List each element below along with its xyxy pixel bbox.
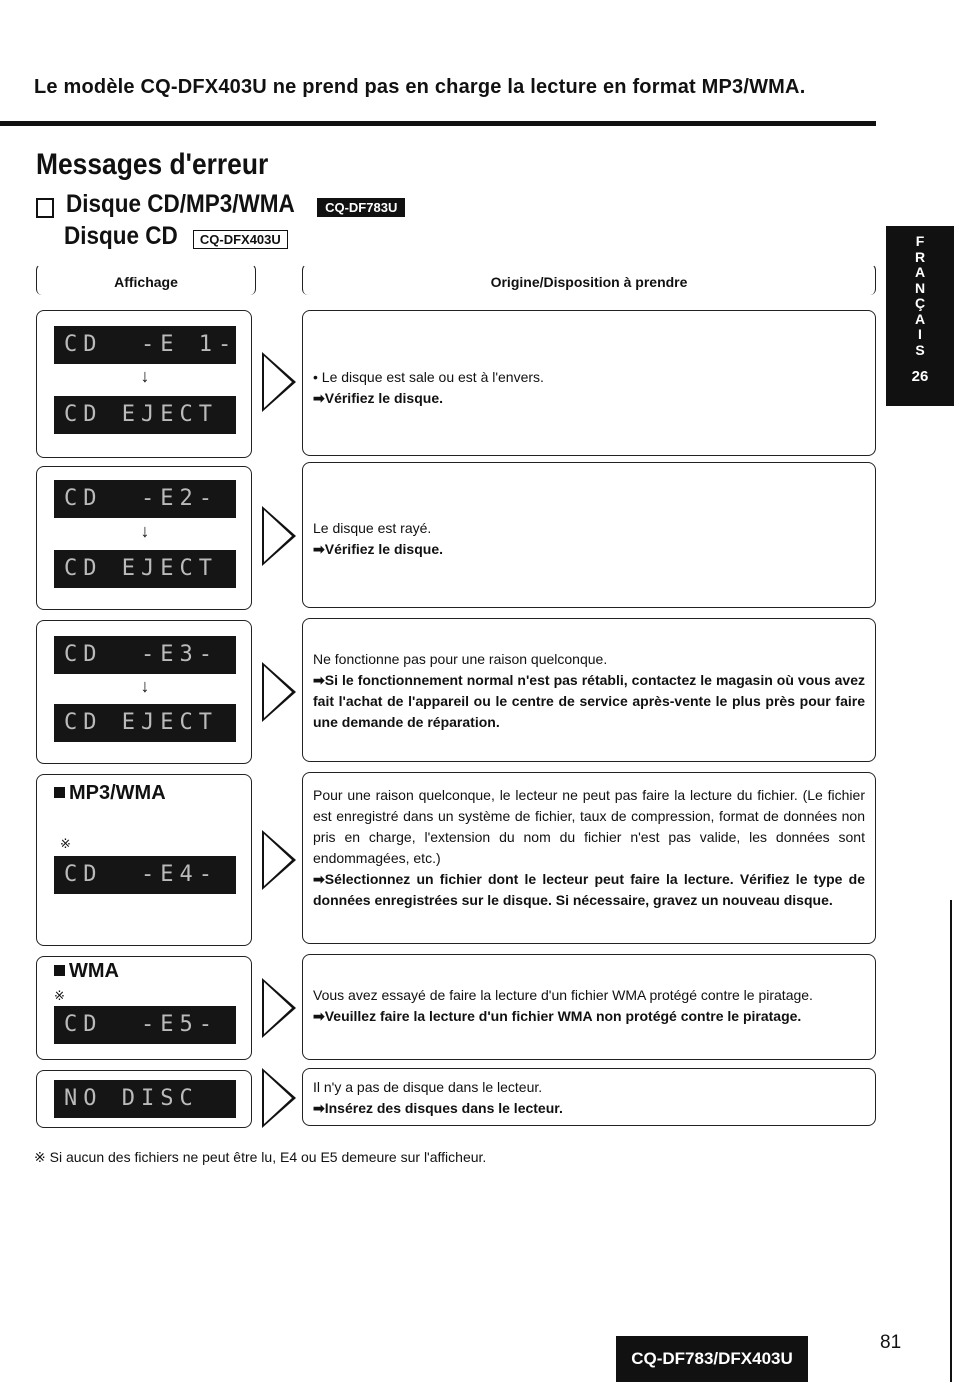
lcd-eject-2: CD EJECT: [54, 550, 236, 588]
pointer-triangle-icon: [262, 506, 296, 566]
lcd-e2: CD -E2-: [54, 480, 236, 518]
message-panel-e3: Ne fonctionne pas pour une raison quelconque. ➡Si le fonctionnement normal n'est pas rétabli, contactez le magasin où vous avez fait l'achat de l'appareil ou le centre de service après-vente le plus près pour faire une demande de réparation.: [302, 618, 876, 762]
column-header-origin: Origine/Disposition à prendre: [302, 264, 876, 295]
note-mark: ※: [60, 836, 71, 851]
message-panel-e4: Pour une raison quelconque, le lecteur ne peut pas faire la lecture du fichier. (Le fichier est enregistré dans un système de fichier, taux de compression, format de données non pris en charge, l'extension du nom du fichier n'est pas valide, les données sont endommagées, etc.) ➡Sélectionnez un fichier dont le lecteur peut faire la lecture. Vérifiez le type de données enregistrées sur le disque. Si nécessaire, gravez un nouveau disque.: [302, 772, 876, 944]
format-notice: Le modèle CQ-DFX403U ne prend pas en charge la lecture en format MP3/WMA.: [34, 76, 806, 98]
checkbox-icon: [36, 198, 54, 218]
subtitle-cd-mp3-wma: Disque CD/MP3/WMA CQ-DF783U: [36, 190, 405, 219]
square-bullet-icon: [54, 965, 65, 976]
model-badge-dfx403u: CQ-DFX403U: [193, 230, 288, 249]
model-badge-df783u: CQ-DF783U: [317, 198, 405, 217]
footer-model-badge: CQ-DF783/DFX403U: [616, 1336, 808, 1382]
pointer-triangle-icon: [262, 662, 296, 722]
lcd-eject-3: CD EJECT: [54, 704, 236, 742]
note-mark: ※: [54, 988, 65, 1003]
lcd-e1: CD -E 1-: [54, 326, 236, 364]
lcd-no-disc: NO DISC: [54, 1080, 236, 1118]
square-bullet-icon: [54, 787, 65, 798]
page-number: 81: [880, 1332, 902, 1353]
message-panel-e5: Vous avez essayé de faire la lecture d'un fichier WMA protégé contre le piratage. ➡Veuillez faire la lecture d'un fichier WMA non protégé contre le piratage.: [302, 954, 876, 1060]
message-panel-no-disc: Il n'y a pas de disque dans le lecteur. ➡Insérez des disques dans le lecteur.: [302, 1068, 876, 1126]
arrow-down-icon: ↓: [140, 521, 150, 541]
label-wma: WMA: [54, 960, 119, 983]
arrow-down-icon: ↓: [140, 676, 150, 696]
pointer-triangle-icon: [262, 352, 296, 412]
footnote: ※ Si aucun des fichiers ne peut être lu, E4 ou E5 demeure sur l'afficheur.: [34, 1149, 487, 1165]
side-tab-number: 26: [911, 368, 929, 385]
pointer-triangle-icon: [262, 1068, 296, 1128]
edge-line: [950, 900, 952, 1382]
page-title: Messages d'erreur: [36, 148, 269, 181]
language-side-tab: F R A N Ç A I S 26: [886, 226, 954, 406]
lcd-e4: CD -E4-: [54, 856, 236, 894]
arrow-down-icon: ↓: [140, 366, 150, 386]
subtitle-cd: Disque CD CQ-DFX403U: [64, 222, 288, 251]
header-rule: [0, 121, 876, 126]
lcd-e3: CD -E3-: [54, 636, 236, 674]
lcd-e5: CD -E5-: [54, 1006, 236, 1044]
pointer-triangle-icon: [262, 978, 296, 1038]
pointer-triangle-icon: [262, 830, 296, 890]
message-panel-e1: • Le disque est sale ou est à l'envers. ➡Vérifiez le disque.: [302, 310, 876, 456]
column-header-display: Affichage: [36, 264, 256, 295]
message-panel-e2: Le disque est rayé. ➡Vérifiez le disque.: [302, 462, 876, 608]
lcd-eject-1: CD EJECT: [54, 396, 236, 434]
label-mp3-wma: MP3/WMA: [54, 782, 166, 805]
